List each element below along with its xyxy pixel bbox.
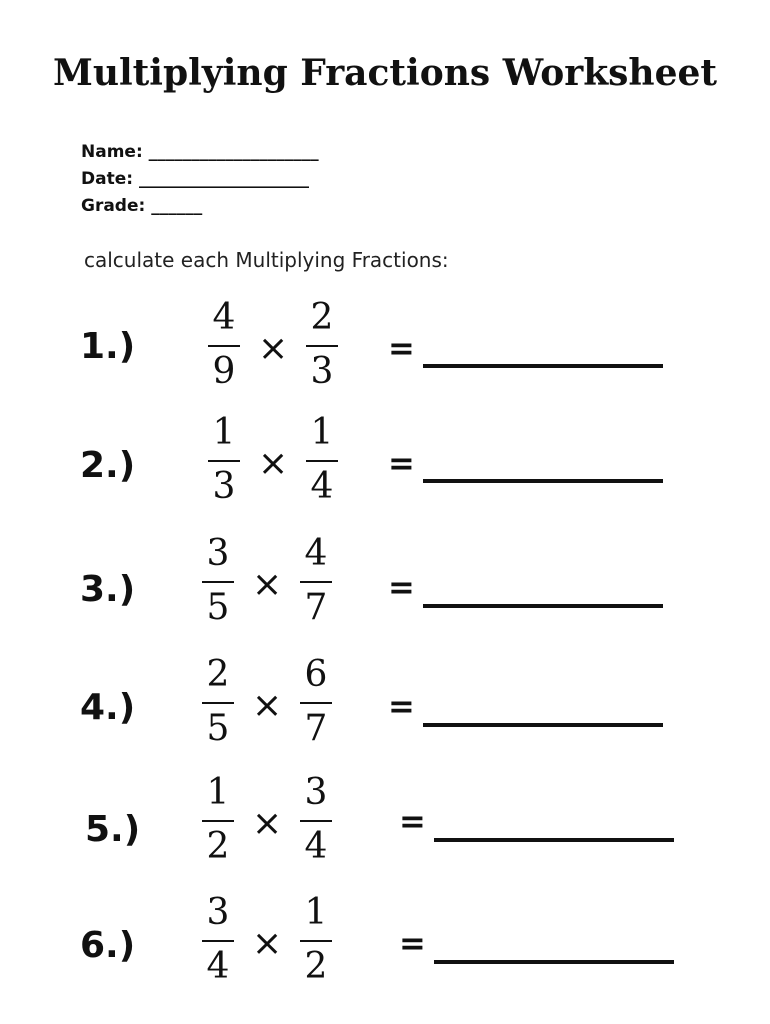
denominator: 4 (310, 466, 334, 507)
times-sign: × (252, 685, 283, 726)
numerator: 3 (206, 533, 230, 574)
fraction-bar (300, 581, 332, 583)
grade-field[interactable]: Grade: ______ (81, 196, 203, 216)
problem-label: 6.) (80, 925, 136, 966)
answer-blank[interactable] (423, 364, 663, 368)
fraction-bar (300, 702, 332, 704)
denominator: 2 (206, 826, 230, 867)
equals-sign: = (388, 687, 415, 725)
fraction-bar (208, 460, 240, 462)
numerator: 2 (310, 297, 334, 338)
denominator: 7 (304, 587, 328, 628)
fraction-a (204, 413, 244, 509)
equals-sign: = (388, 568, 415, 606)
date-field[interactable]: Date: ____________________ (81, 169, 309, 189)
fraction-bar (202, 581, 234, 583)
numerator: 4 (304, 533, 328, 574)
times-sign: × (252, 923, 283, 964)
denominator: 5 (206, 587, 230, 628)
answer-blank[interactable] (434, 838, 674, 842)
fraction-bar (208, 345, 240, 347)
fraction-bar (202, 702, 234, 704)
numerator: 1 (310, 412, 334, 453)
denominator: 3 (212, 466, 236, 507)
fraction-bar (306, 345, 338, 347)
instructions: calculate each Multiplying Fractions: (84, 248, 449, 272)
fraction-a (198, 773, 238, 869)
fraction-b (296, 655, 336, 751)
denominator: 2 (304, 946, 328, 987)
denominator: 9 (212, 351, 236, 392)
denominator: 4 (304, 826, 328, 867)
fraction-bar (300, 820, 332, 822)
numerator: 1 (304, 892, 328, 933)
fraction-bar (306, 460, 338, 462)
fraction-b (302, 298, 342, 394)
numerator: 2 (206, 654, 230, 695)
fraction-a (198, 534, 238, 630)
numerator: 1 (212, 412, 236, 453)
denominator: 4 (206, 946, 230, 987)
problem-label: 3.) (80, 569, 136, 610)
fraction-b (302, 413, 342, 509)
fraction-b (296, 534, 336, 630)
numerator: 3 (206, 892, 230, 933)
fraction-b (296, 773, 336, 869)
answer-blank[interactable] (423, 479, 663, 483)
equals-sign: = (399, 802, 426, 840)
fraction-a (198, 893, 238, 989)
denominator: 5 (206, 708, 230, 749)
answer-blank[interactable] (434, 960, 674, 964)
answer-blank[interactable] (423, 723, 663, 727)
times-sign: × (252, 564, 283, 605)
denominator: 7 (304, 708, 328, 749)
worksheet-title: Multiplying Fractions Worksheet (52, 52, 718, 94)
numerator: 3 (304, 772, 328, 813)
fraction-a (204, 298, 244, 394)
fraction-b (296, 893, 336, 989)
numerator: 6 (304, 654, 328, 695)
name-field[interactable]: Name: ____________________ (81, 142, 319, 162)
times-sign: × (258, 328, 289, 369)
numerator: 1 (206, 772, 230, 813)
equals-sign: = (388, 329, 415, 367)
fraction-bar (202, 940, 234, 942)
times-sign: × (252, 803, 283, 844)
denominator: 3 (310, 351, 334, 392)
fraction-bar (300, 940, 332, 942)
problem-label: 2.) (80, 445, 136, 486)
answer-blank[interactable] (423, 604, 663, 608)
equals-sign: = (399, 924, 426, 962)
problem-label: 5.) (85, 809, 141, 850)
fraction-a (198, 655, 238, 751)
equals-sign: = (388, 444, 415, 482)
problem-label: 1.) (80, 326, 136, 367)
times-sign: × (258, 443, 289, 484)
problem-label: 4.) (80, 687, 136, 728)
numerator: 4 (212, 297, 236, 338)
fraction-bar (202, 820, 234, 822)
